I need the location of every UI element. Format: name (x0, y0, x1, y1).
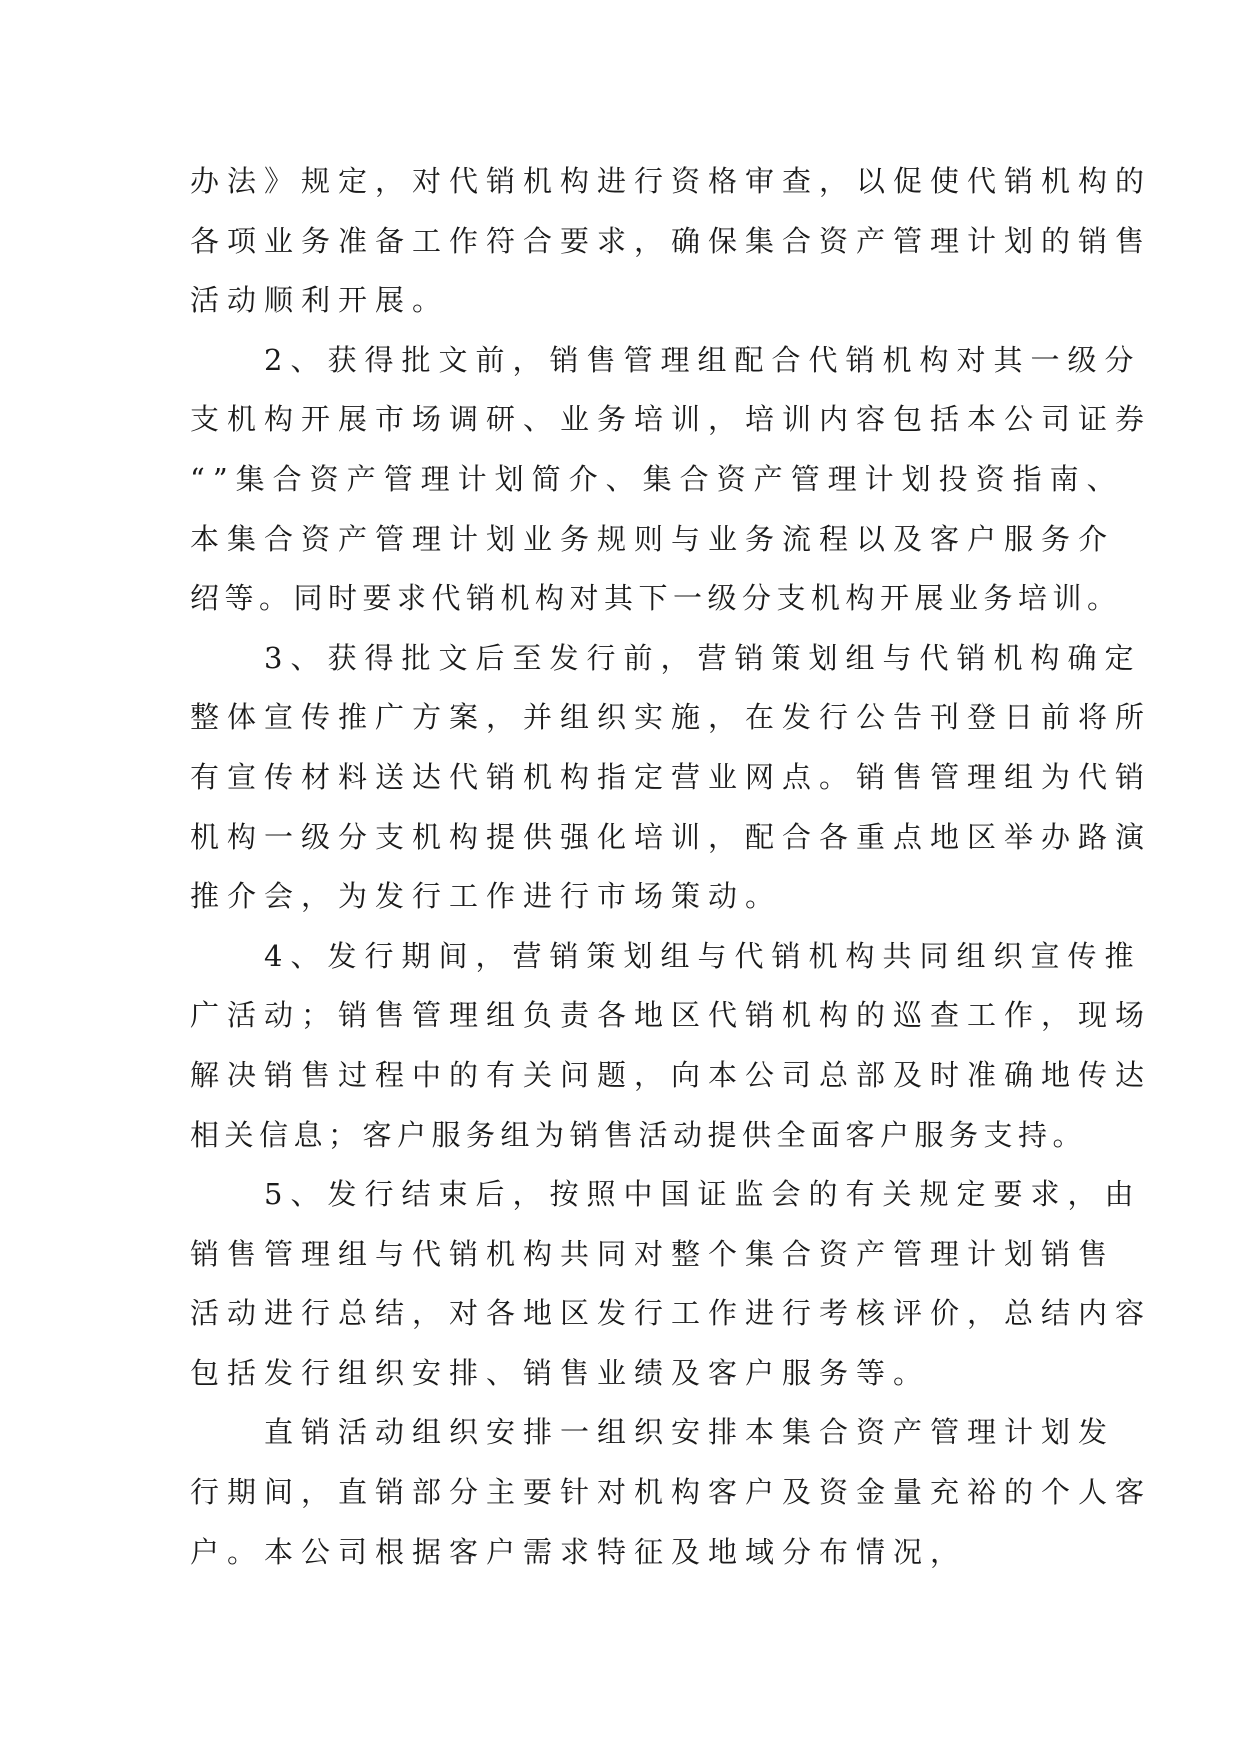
text-line: 4、发行期间，营销策划组与代销机构共同组织宣传推 (190, 938, 1142, 973)
text-line: 行期间，直销部分主要针对机构客户及资金量充裕的个人客 (190, 1475, 1153, 1510)
text-line: 活动进行总结，对各地区发行工作进行考核评价，总结内容 (190, 1296, 1153, 1331)
text-line: 机构一级分支机构提供强化培训，配合各重点地区举办路演 (190, 819, 1153, 854)
text-line: 有宣传材料送达代销机构指定营业网点。销售管理组为代销 (190, 759, 1153, 794)
text-line: 5、发行结束后，按照中国证监会的有关规定要求，由 (190, 1177, 1142, 1212)
text-line: 户。本公司根据客户需求特征及地域分布情况， (190, 1534, 968, 1569)
text-line: 相关信息；客户服务组为销售活动提供全面客户服务支持。 (190, 1117, 1088, 1152)
text-line: 广活动；销售管理组负责各地区代销机构的巡查工作，现场 (190, 998, 1153, 1033)
text-line: “”集合资产管理计划简介、集合资产管理计划投资指南、 (190, 461, 1124, 496)
text-line: 整体宣传推广方案，并组织实施，在发行公告刊登日前将所 (190, 700, 1153, 735)
text-line: 支机构开展市场调研、业务培训，培训内容包括本公司证券 (190, 402, 1153, 437)
text-line: 推介会，为发行工作进行市场策动。 (190, 879, 783, 914)
text-line: 2、获得批文前，销售管理组配合代销机构对其一级分 (190, 342, 1142, 377)
text-line: 3、获得批文后至发行前，营销策划组与代销机构确定 (190, 640, 1142, 675)
document-body (190, 152, 1153, 1582)
text-line: 销售管理组与代销机构共同对整个集合资产管理计划销售 (190, 1236, 1116, 1271)
text-line: 绍等。同时要求代销机构对其下一级分支机构开展业务培训。 (190, 581, 1122, 616)
text-line: 办法》规定，对代销机构进行资格审查，以促使代销机构的 (190, 164, 1153, 198)
text-line: 活动顺利开展。 (190, 283, 450, 318)
text-line: 直销活动组织安排一组织安排本集合资产管理计划发 (190, 1415, 1116, 1450)
text-line: 包括发行组织安排、销售业绩及客户服务等。 (190, 1355, 931, 1390)
text-line: 解决销售过程中的有关问题，向本公司总部及时准确地传达 (190, 1057, 1153, 1092)
text-line: 本集合资产管理计划业务规则与业务流程以及客户服务介 (190, 521, 1116, 556)
text-line: 各项业务准备工作符合要求，确保集合资产管理计划的销售 (190, 223, 1153, 258)
